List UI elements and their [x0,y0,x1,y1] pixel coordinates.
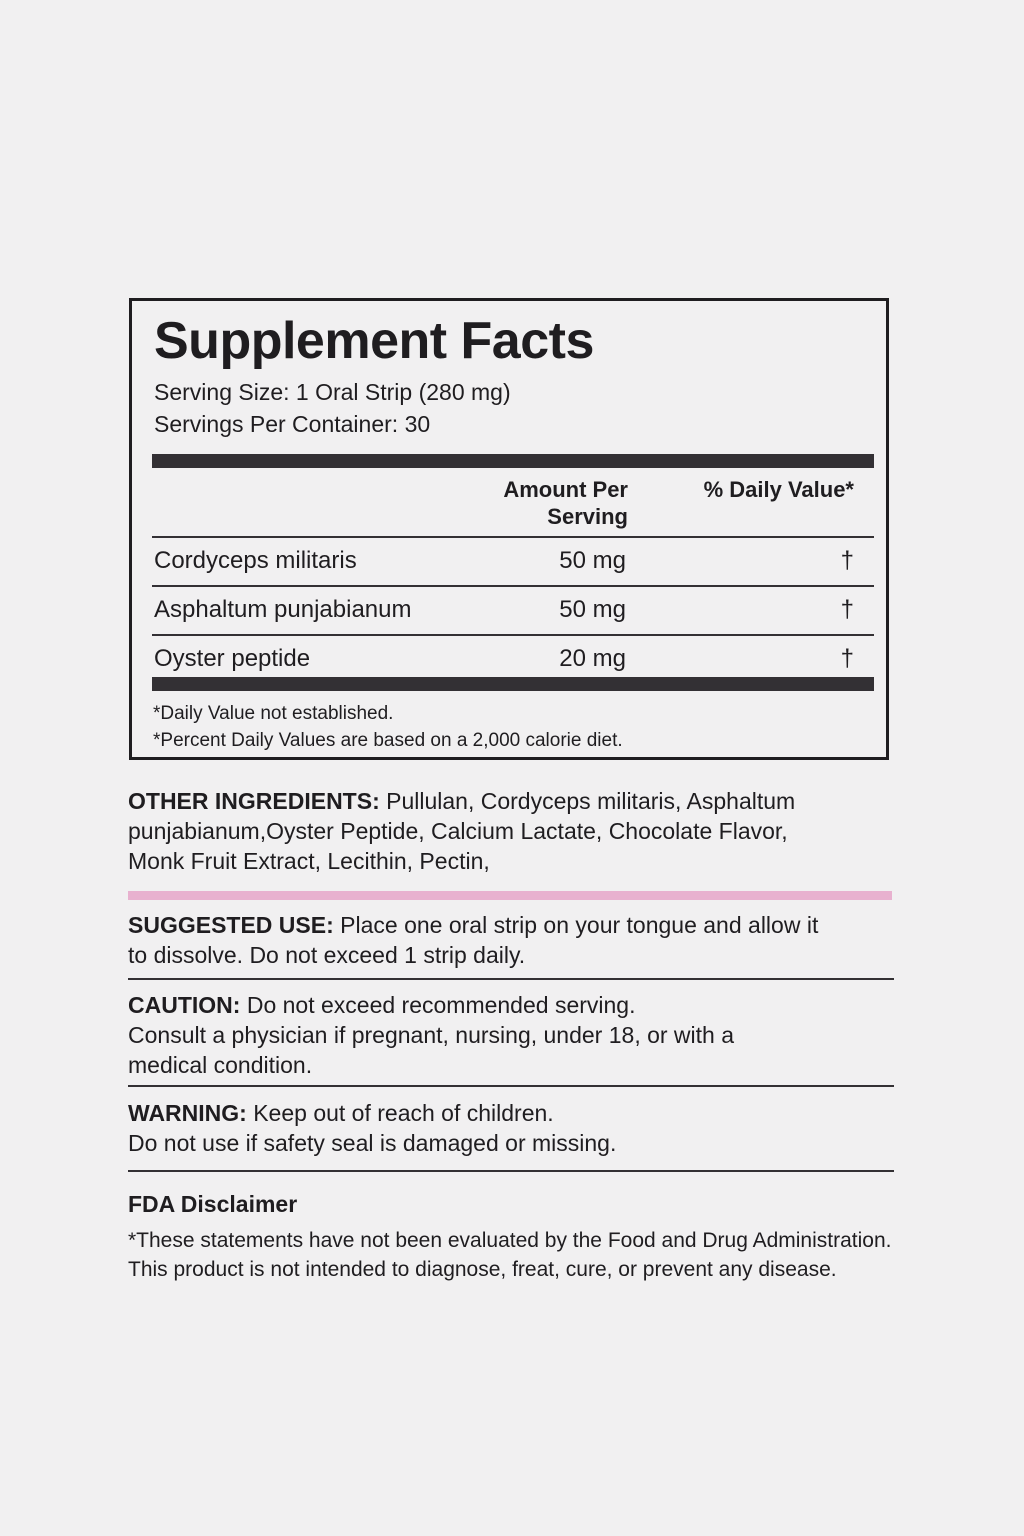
caution [128,990,896,1080]
warning-line-1: Keep out of reach of children. [246,1100,554,1126]
ingredient-amount: 50 mg [559,596,626,623]
caution-line-1: Do not exceed recommended serving. [240,992,636,1018]
dagger-mark: † [840,547,854,574]
other-ingredients [128,786,848,876]
ingredient-name: Cordyceps militaris [154,547,357,574]
thick-divider-bottom [152,677,874,691]
table-row [152,634,874,683]
servings-per-container: Servings Per Container: 30 [154,411,431,437]
dagger-mark: † [840,596,854,623]
suggested-use-label: SUGGESTED USE: [128,912,334,938]
serving-size: Serving Size: 1 Oral Strip (280 mg) [154,379,511,405]
suggested-use-text: Place one oral strip on your tongue and allow it to dissolve. Do not exceed 1 strip daily. [128,912,819,968]
footnote-daily-value: *Daily Value not established. [153,703,394,724]
other-ingredients-text: Pullulan, Cordyceps militaris, Asphaltum punjabianum,Oyster Peptide, Calcium Lactate, Chocolate Flavor, Monk Fruit Extract, Lecithin, Pectin, [128,788,796,874]
divider [128,1085,894,1087]
warning [128,1098,896,1158]
warning-line-2: Do not use if safety seal is damaged or missing. [128,1130,617,1156]
fda-disclaimer-text: *These statements have not been evaluated by the Food and Drug Administration. This product is not intended to diagnose, freat, cure, or prevent any disease. [128,1229,892,1281]
caution-label: CAUTION: [128,992,241,1018]
thick-divider-top [152,454,874,468]
dagger-mark: † [840,645,854,672]
ingredient-name: Asphaltum punjabianum [154,596,412,623]
amount-per-serving-header: Amount Per Serving [503,477,628,529]
ingredient-amount: 20 mg [559,645,626,672]
daily-value-header: % Daily Value* [703,477,854,502]
facts-title: Supplement Facts [154,312,594,370]
facts-table [152,536,874,683]
fda-disclaimer-title: FDA Disclaimer [128,1191,298,1217]
footnote-percent-daily: *Percent Daily Values are based on a 2,000 calorie diet. [153,730,623,751]
ingredient-amount: 50 mg [559,547,626,574]
warning-label: WARNING: [128,1100,247,1126]
divider [128,1170,894,1172]
pink-divider [128,891,892,900]
table-row [152,536,874,585]
caution-line-2: Consult a physician if pregnant, nursing, under 18, or with a medical condition. [128,1022,735,1078]
ingredient-name: Oyster peptide [154,645,311,672]
suggested-use [128,910,828,970]
supplement-facts-panel [129,298,889,760]
divider [128,978,894,980]
table-row [152,585,874,634]
other-ingredients-label: OTHER INGREDIENTS: [128,788,380,814]
